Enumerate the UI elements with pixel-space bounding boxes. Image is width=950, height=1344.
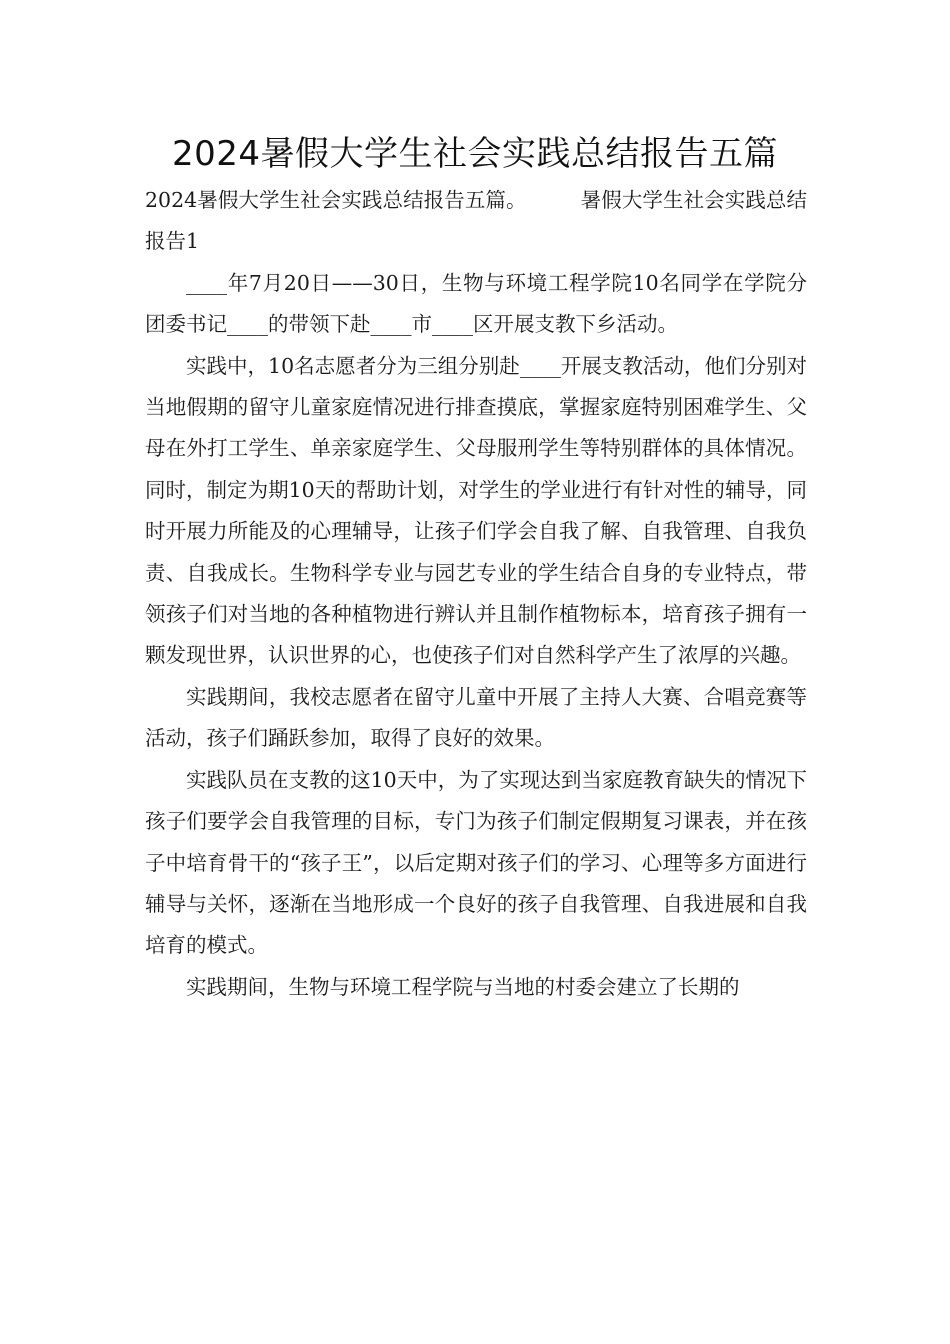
paragraph: 实践中，10名志愿者分为三组分别赴____开展支教活动，他们分别对当地假期的留守儿童家庭情况进行排查摸底，掌握家庭特别困难学生、父母在外打工学生、单亲家庭学生、父母服刑学生等特别群体的具体情况。同时，制定为期10天的帮助计划，对学生的学业进行有针对性的辅导，同时开展力所能及的心理辅导，让孩子们学会自我了解、自我管理、自我负责、自我成长。生物科学专业与园艺专业的学生结合自身的专业特点，带领孩子们对当地的各种植物进行辨认并且制作植物标本，培育孩子拥有一颗发现世界，认识世界的心，也使孩子们对自然科学产生了浓厚的兴趣。 (145, 353, 807, 668)
paragraph: ____年7月20日——30日，生物与环境工程学院10名同学在学院分团委书记____的带领下赴____市____区开展支教下乡活动。 (145, 270, 807, 337)
paragraph: 实践队员在支教的这10天中，为了实现达到当家庭教育缺失的情况下孩子们要学会自我管理的目标，专门为孩子们制定假期复习课表，并在孩子中培育骨干的“孩子王”，以后定期对孩子们的学习、心理等多方面进行辅导与关怀，逐渐在当地形成一个良好的孩子自我管理、自我进展和自我培育的模式。 (145, 767, 807, 958)
document-title: 2024暑假大学生社会实践总结报告五篇 (171, 134, 779, 174)
intro-paragraph (145, 180, 807, 263)
intro-text: 2024暑假大学生社会实践总结报告五篇。 (145, 188, 527, 212)
paragraph: 实践期间，生物与环境工程学院与当地的村委会建立了长期的 (186, 974, 740, 999)
document-body (145, 180, 807, 1008)
paragraph: 实践期间，我校志愿者在留守儿童中开展了主持人大赛、合唱竞赛等活动，孩子们踊跃参加，取得了良好的效果。 (145, 684, 807, 751)
report-subtitle: 暑假大学生社会实践总结报告1 (145, 188, 808, 254)
